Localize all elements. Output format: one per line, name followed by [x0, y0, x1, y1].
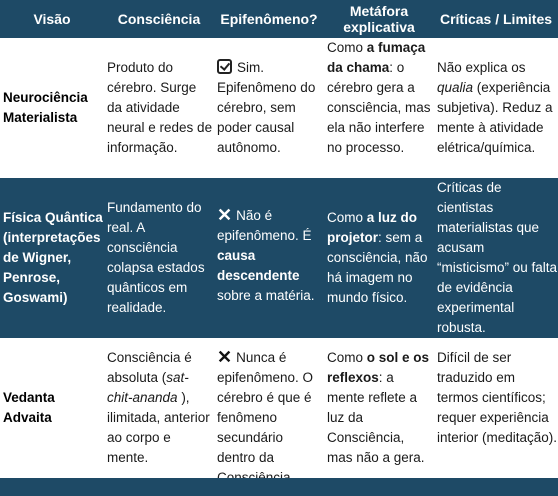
criticism-cell: Difícil de ser traduzido em termos científicos; requer experiência interior (meditação). [437, 350, 558, 445]
consciousness-cell [107, 338, 213, 468]
metaphor-bold: a fumaça da chama [327, 40, 426, 75]
footer-band [0, 478, 558, 496]
criticism-cell: Críticas de cientistas materialistas que acusam “misticismo” ou falta de evidência experimental robusta. [437, 180, 558, 335]
metaphor-bold: o sol e os reflexos [327, 350, 430, 385]
crit-italic: qualia [437, 80, 474, 95]
metaphor-cell [327, 178, 431, 308]
metaphor-cell [327, 338, 431, 468]
crit-post: (experiência subjetiva). Reduz a mente à atividade elétrica/química. [437, 80, 553, 155]
metaphor-post: : o cérebro gera a consciência, mas ela não interfere no processo. [327, 60, 431, 155]
metaphor-cell [327, 38, 431, 158]
epi-bold: causa descendente [217, 248, 300, 283]
epi-prefix: Sim. [237, 60, 264, 75]
header-metafora: Metáfora explicativa [343, 3, 415, 35]
cons-italic: sat-chit-ananda [107, 370, 189, 405]
row-vision-label [3, 338, 103, 478]
metaphor-post: : sem a consciência, não há imagem no mundo físico. [327, 230, 428, 305]
epi-post: sobre a matéria. [217, 288, 315, 303]
vision-text: Física Quântica (interpretações de Wigner, Penrose, Goswami) [3, 210, 103, 305]
x-mark-icon: ✕ [217, 347, 233, 367]
epiphenomenon-cell [217, 38, 320, 158]
checkbox-checked-icon [217, 59, 232, 74]
vision-text: Neurociência Materialista [3, 90, 88, 125]
metaphor-pre: Como [327, 40, 367, 55]
epi-text: Nunca é epifenômeno. O cérebro é que é fenômeno secundário dentro da [217, 350, 314, 465]
metaphor-bold: a luz do projetor [327, 210, 418, 245]
row-vision-label [3, 38, 103, 178]
header-consciencia: Consciência [117, 11, 201, 27]
consciousness-cell: Produto do cérebro. Surge da atividade neural e redes de informação. [107, 60, 213, 155]
header-criticas: Críticas / Limites [439, 11, 553, 27]
epi-text: Epifenômeno do cérebro, sem poder causal autônomo. [217, 80, 316, 155]
epiphenomenon-cell [217, 178, 320, 306]
table-row [0, 338, 558, 478]
consciousness-cell: Fundamento do real. A consciência colapsa estados quânticos em realidade. [107, 200, 205, 315]
table-row [0, 178, 558, 338]
header-epifenomeno: Epifenômeno? [220, 11, 318, 27]
header-visao: Visão [33, 11, 71, 27]
table-row [0, 38, 558, 178]
vision-text: Vedanta Advaita [3, 390, 55, 425]
table-header-row [0, 0, 558, 38]
cons-post: ), ilimitada, anterior ao corpo e mente. [107, 390, 210, 465]
metaphor-pre: Como [327, 350, 367, 365]
criticism-cell [437, 38, 558, 158]
metaphor-pre: Como [327, 210, 367, 225]
row-vision-label [3, 178, 103, 338]
epi-prefix: Não é epifenômeno. É [217, 208, 312, 243]
metaphor-post: : a mente reflete a luz da Consciência, mas não a gera. [327, 370, 425, 465]
epiphenomenon-cell [217, 338, 320, 488]
crit-pre: Não explica os [437, 60, 526, 75]
cons-pre: Consciência é absoluta ( [107, 350, 192, 385]
x-mark-icon: ✕ [217, 205, 233, 225]
